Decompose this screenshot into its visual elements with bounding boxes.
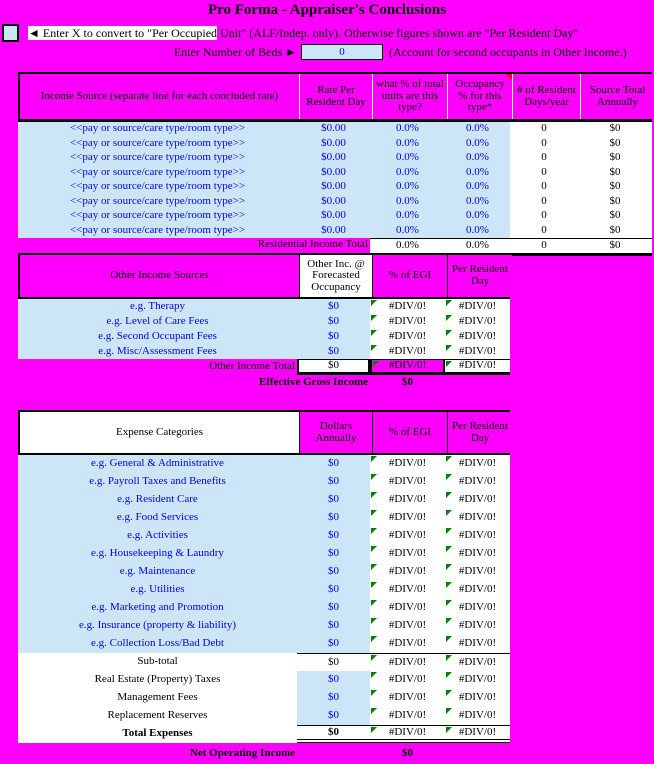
income-total-label: Residential Income Total (18, 238, 370, 252)
error-indicator-icon (371, 618, 377, 624)
error-indicator-icon (371, 655, 377, 661)
expense-cell-amount[interactable]: $0 (297, 545, 370, 563)
income-cell-resident-days: 0 (510, 137, 578, 152)
expense-cell-pct-egi: #DIV/0! (370, 671, 445, 689)
error-indicator-icon (371, 315, 377, 321)
income-header-resident-days: # of Resident Days/year (512, 74, 580, 119)
other-income-table (18, 253, 510, 390)
income-cell-occupancy[interactable]: 0.0% (445, 166, 510, 181)
income-cell-annual-total: $0 (578, 180, 652, 195)
income-cell-occupancy[interactable]: 0.0% (445, 137, 510, 152)
expense-cell-per-day: #DIV/0! (445, 527, 510, 545)
income-cell-annual-total: $0 (578, 166, 652, 181)
expense-cell-amount[interactable]: $0 (297, 473, 370, 491)
expense-cell-per-day: #DIV/0! (445, 617, 510, 635)
net-operating-income-row (18, 746, 510, 761)
income-cell-source[interactable]: <<pay or source/care type/room type>> (18, 122, 297, 137)
income-cell-pct-units[interactable]: 0.0% (370, 166, 445, 181)
expense-cell-label[interactable]: e.g. Marketing and Promotion (18, 599, 297, 617)
error-indicator-icon (446, 315, 452, 321)
error-indicator-icon (446, 655, 452, 661)
other-income-cell-amount[interactable]: $0 (297, 344, 370, 359)
expense-header-dollars-annually: Dollars Annually (299, 412, 372, 453)
error-indicator-icon (446, 510, 452, 516)
expense-cell-pct-egi: #DIV/0! (370, 707, 445, 725)
expense-cell-per-day: #DIV/0! (445, 581, 510, 599)
expense-cell-per-day: #DIV/0! (445, 563, 510, 581)
expense-cell-per-day: #DIV/0! (445, 689, 510, 707)
expense-cell-label[interactable]: e.g. Insurance (property & liability) (18, 617, 297, 635)
income-table-header (18, 72, 652, 122)
income-cell-pct-units[interactable]: 0.0% (370, 122, 445, 137)
income-cell-rate[interactable]: $0.00 (297, 166, 370, 181)
expense-header-pct-egi: % of EGI (372, 412, 447, 453)
total-expenses-pct-egi: #DIV/0! (370, 725, 445, 743)
expense-cell-label: Sub-total (18, 653, 297, 671)
error-indicator-icon (446, 345, 452, 351)
income-cell-occupancy[interactable]: 0.0% (445, 122, 510, 137)
expense-cell-per-day: #DIV/0! (445, 473, 510, 491)
income-cell-pct-units[interactable]: 0.0% (370, 151, 445, 166)
beds-note: (Account for second occupants in Other Income.) (389, 45, 627, 59)
income-cell-resident-days: 0 (510, 122, 578, 137)
other-income-cell-amount[interactable]: $0 (297, 299, 370, 314)
income-cell-pct-units[interactable]: 0.0% (370, 137, 445, 152)
error-indicator-icon (446, 361, 452, 367)
expense-cell-amount[interactable]: $0 (297, 617, 370, 635)
total-expenses-amount: $0 (297, 725, 370, 743)
income-cell-occupancy[interactable]: 0.0% (445, 180, 510, 195)
error-indicator-icon (446, 474, 452, 480)
other-income-cell-pct-egi: #DIV/0! (370, 329, 445, 344)
expense-cell-per-day: #DIV/0! (445, 545, 510, 563)
expense-body (18, 455, 510, 725)
income-cell-pct-units[interactable]: 0.0% (370, 180, 445, 195)
error-indicator-icon (371, 708, 377, 714)
income-cell-rate[interactable]: $0.00 (297, 195, 370, 210)
expense-table (18, 410, 510, 761)
income-cell-resident-days: 0 (510, 224, 578, 239)
income-cell-resident-days: 0 (510, 151, 578, 166)
income-cell-source[interactable]: <<pay or source/care type/room type>> (18, 209, 297, 224)
expense-cell-pct-egi: #DIV/0! (370, 599, 445, 617)
other-income-cell-pct-egi: #DIV/0! (370, 299, 445, 314)
income-cell-rate[interactable]: $0.00 (297, 151, 370, 166)
effective-gross-income-row (18, 375, 510, 390)
expense-cell-label: Real Estate (Property) Taxes (18, 671, 297, 689)
error-indicator-icon (371, 345, 377, 351)
income-cell-source[interactable]: <<pay or source/care type/room type>> (18, 224, 297, 239)
expense-cell-pct-egi: #DIV/0! (370, 545, 445, 563)
income-cell-annual-total: $0 (578, 209, 652, 224)
expense-cell-pct-egi: #DIV/0! (370, 635, 445, 653)
income-cell-resident-days: 0 (510, 166, 578, 181)
expense-cell-per-day: #DIV/0! (445, 491, 510, 509)
expense-cell-per-day: #DIV/0! (445, 671, 510, 689)
income-header-source: Income Source (separate line for each concluded rate) (20, 74, 299, 119)
income-cell-annual-total: $0 (578, 151, 652, 166)
expense-cell-per-day: #DIV/0! (445, 635, 510, 653)
income-cell-annual-total: $0 (578, 224, 652, 239)
income-table (18, 72, 652, 256)
error-indicator-icon (371, 510, 377, 516)
income-total-annual-total: $0 (578, 238, 652, 256)
convert-instruction-highlight: ◄ Enter X to convert to "Per Occupied (28, 26, 218, 40)
error-indicator-icon (371, 582, 377, 588)
other-income-cell-label[interactable]: e.g. Second Occupant Fees (18, 329, 297, 344)
income-cell-annual-total: $0 (578, 122, 652, 137)
other-income-cell-per-day: #DIV/0! (445, 314, 510, 329)
other-income-cell-per-day: #DIV/0! (445, 329, 510, 344)
error-indicator-icon (371, 546, 377, 552)
expense-cell-label[interactable]: e.g. General & Administrative (18, 455, 297, 473)
other-income-total-amount: $0 (297, 359, 370, 375)
other-income-cell-label[interactable]: e.g. Therapy (18, 299, 297, 314)
error-indicator-icon (371, 636, 377, 642)
expense-cell-label[interactable]: e.g. Maintenance (18, 563, 297, 581)
expense-cell-per-day: #DIV/0! (445, 653, 510, 671)
income-cell-pct-units[interactable]: 0.0% (370, 209, 445, 224)
expense-cell-label[interactable]: e.g. Food Services (18, 509, 297, 527)
error-indicator-icon (446, 330, 452, 336)
expense-cell-pct-egi: #DIV/0! (370, 455, 445, 473)
expense-cell-pct-egi: #DIV/0! (370, 581, 445, 599)
total-expenses-per-day: #DIV/0! (445, 725, 510, 743)
income-header-pct-units: what % of total units are this type? (372, 74, 447, 119)
error-indicator-icon (446, 727, 452, 733)
expense-cell-per-day: #DIV/0! (445, 599, 510, 617)
error-indicator-icon (446, 636, 452, 642)
error-indicator-icon (446, 564, 452, 570)
income-cell-annual-total: $0 (578, 195, 652, 210)
income-total-resident-days: 0 (510, 238, 578, 256)
income-header-annual-total: Source Total Annually (580, 74, 654, 119)
income-cell-annual-total: $0 (578, 137, 652, 152)
other-income-cell-per-day: #DIV/0! (445, 344, 510, 359)
income-cell-rate[interactable]: $0.00 (297, 209, 370, 224)
other-income-cell-pct-egi: #DIV/0! (370, 344, 445, 359)
expense-cell-amount[interactable]: $0 (297, 671, 370, 689)
error-indicator-icon (371, 564, 377, 570)
noi-value: $0 (370, 746, 445, 761)
noi-spacer (297, 746, 370, 761)
expense-cell-amount[interactable]: $0 (297, 689, 370, 707)
expense-cell-label[interactable]: e.g. Housekeeping & Laundry (18, 545, 297, 563)
other-income-header-per-resident-day: Per Resident Day (447, 255, 512, 297)
income-cell-source[interactable]: <<pay or source/care type/room type>> (18, 166, 297, 181)
error-indicator-icon (371, 727, 377, 733)
error-indicator-icon (446, 690, 452, 696)
expense-cell-label[interactable]: e.g. Collection Loss/Bad Debt (18, 635, 297, 653)
income-cell-rate[interactable]: $0.00 (297, 180, 370, 195)
expense-cell-amount[interactable]: $0 (297, 563, 370, 581)
income-cell-occupancy[interactable]: 0.0% (445, 151, 510, 166)
error-indicator-icon (371, 672, 377, 678)
other-income-total-per-day: #DIV/0! (445, 359, 510, 375)
error-indicator-icon (446, 492, 452, 498)
income-table-body (18, 122, 652, 238)
income-cell-occupancy[interactable]: 0.0% (445, 209, 510, 224)
income-cell-occupancy[interactable]: 0.0% (445, 224, 510, 239)
expense-cell-label[interactable]: e.g. Resident Care (18, 491, 297, 509)
income-cell-resident-days: 0 (510, 209, 578, 224)
expense-header-per-resident-day: Per Resident Day (447, 412, 512, 453)
income-cell-resident-days: 0 (510, 180, 578, 195)
expense-cell-amount[interactable]: $0 (297, 599, 370, 617)
income-cell-source[interactable]: <<pay or source/care type/room type>> (18, 151, 297, 166)
expense-cell-per-day: #DIV/0! (445, 455, 510, 473)
page-title: Pro Forma - Appraiser's Conclusions (207, 2, 447, 18)
income-total-pct-units: 0.0% (370, 238, 445, 256)
other-income-total-pct-egi: #DIV/0! (370, 359, 445, 375)
expense-cell-pct-egi: #DIV/0! (370, 491, 445, 509)
other-income-total-label: Other Income Total (18, 359, 297, 375)
income-header-rate: Rate Per Resident Day (299, 74, 372, 119)
other-income-cell-label[interactable]: e.g. Level of Care Fees (18, 314, 297, 329)
error-indicator-icon (371, 600, 377, 606)
expense-cell-pct-egi: #DIV/0! (370, 653, 445, 671)
expense-cell-pct-egi: #DIV/0! (370, 527, 445, 545)
convert-instruction (28, 26, 578, 41)
expense-cell-label[interactable]: e.g. Payroll Taxes and Benefits (18, 473, 297, 491)
error-indicator-icon (446, 582, 452, 588)
expense-cell-amount[interactable]: $0 (297, 509, 370, 527)
other-income-cell-per-day: #DIV/0! (445, 299, 510, 314)
other-income-cell-label[interactable]: e.g. Misc/Assessment Fees (18, 344, 297, 359)
other-income-header-pct-egi: % of EGI (372, 255, 447, 297)
expense-cell-per-day: #DIV/0! (445, 707, 510, 725)
error-indicator-icon (446, 528, 452, 534)
income-cell-rate[interactable]: $0.00 (297, 137, 370, 152)
income-cell-source[interactable]: <<pay or source/care type/room type>> (18, 137, 297, 152)
income-total-occupancy: 0.0% (445, 238, 510, 256)
expense-cell-label: Replacement Reserves (18, 707, 297, 725)
expense-cell-amount[interactable]: $0 (297, 581, 370, 599)
beds-label: Enter Number of Beds ► (173, 45, 297, 59)
error-indicator-icon (446, 672, 452, 678)
total-expenses-label: Total Expenses (18, 725, 297, 743)
expense-cell-pct-egi: #DIV/0! (370, 617, 445, 635)
expense-cell-per-day: #DIV/0! (445, 509, 510, 527)
income-cell-rate[interactable]: $0.00 (297, 122, 370, 137)
expense-cell-amount[interactable]: $0 (297, 455, 370, 473)
income-header-occupancy: Occupancy % for this type* (447, 74, 512, 119)
income-cell-source[interactable]: <<pay or source/care type/room type>> (18, 195, 297, 210)
other-income-cell-pct-egi: #DIV/0! (370, 314, 445, 329)
error-indicator-icon (446, 546, 452, 552)
income-cell-pct-units[interactable]: 0.0% (370, 224, 445, 239)
convert-instruction-rest: Unit" (ALF/Indep. only). Otherwise figures shown are "Per Resident Day" (217, 26, 579, 40)
error-indicator-icon (371, 492, 377, 498)
error-indicator-icon (371, 528, 377, 534)
expense-cell-label[interactable]: e.g. Utilities (18, 581, 297, 599)
error-indicator-icon (371, 300, 377, 306)
error-indicator-icon (371, 456, 377, 462)
error-indicator-icon (446, 456, 452, 462)
error-indicator-icon (371, 690, 377, 696)
expense-cell-pct-egi: #DIV/0! (370, 473, 445, 491)
other-income-header (18, 253, 510, 299)
error-indicator-icon (446, 618, 452, 624)
other-income-cell-amount[interactable]: $0 (297, 314, 370, 329)
expense-cell-amount[interactable]: $0 (297, 635, 370, 653)
expense-header (18, 410, 510, 455)
income-cell-source[interactable]: <<pay or source/care type/room type>> (18, 180, 297, 195)
total-expenses-row (18, 725, 510, 743)
error-indicator-icon (371, 330, 377, 336)
error-indicator-icon (446, 708, 452, 714)
convert-to-occupied-unit-input[interactable] (2, 24, 19, 42)
expense-cell-amount[interactable]: $0 (297, 491, 370, 509)
other-income-header-sources: Other Income Sources (20, 255, 299, 297)
error-indicator-icon (446, 600, 452, 606)
expense-cell-amount: $0 (297, 653, 370, 671)
expense-cell-label: Management Fees (18, 689, 297, 707)
income-cell-occupancy[interactable]: 0.0% (445, 195, 510, 210)
number-of-beds-input[interactable]: 0 (301, 44, 383, 60)
other-income-total-row (18, 359, 510, 375)
other-income-cell-amount[interactable]: $0 (297, 329, 370, 344)
egi-value: $0 (370, 375, 445, 390)
expense-cell-pct-egi: #DIV/0! (370, 563, 445, 581)
other-income-header-forecasted-amount: Other Inc. @ Forecasted Occupancy (299, 255, 372, 297)
egi-label: Effective Gross Income (18, 375, 370, 390)
expense-cell-amount[interactable]: $0 (297, 527, 370, 545)
expense-cell-pct-egi: #DIV/0! (370, 509, 445, 527)
error-indicator-icon (373, 361, 379, 367)
other-income-body (18, 299, 510, 359)
expense-cell-label[interactable]: e.g. Activities (18, 527, 297, 545)
noi-label: Net Operating Income (18, 746, 297, 761)
income-cell-pct-units[interactable]: 0.0% (370, 195, 445, 210)
error-indicator-icon (446, 300, 452, 306)
expense-header-categories: Expense Categories (20, 412, 299, 453)
error-indicator-icon (371, 474, 377, 480)
income-cell-resident-days: 0 (510, 195, 578, 210)
income-cell-rate[interactable]: $0.00 (297, 224, 370, 239)
expense-cell-pct-egi: #DIV/0! (370, 689, 445, 707)
expense-cell-amount[interactable]: $0 (297, 707, 370, 725)
